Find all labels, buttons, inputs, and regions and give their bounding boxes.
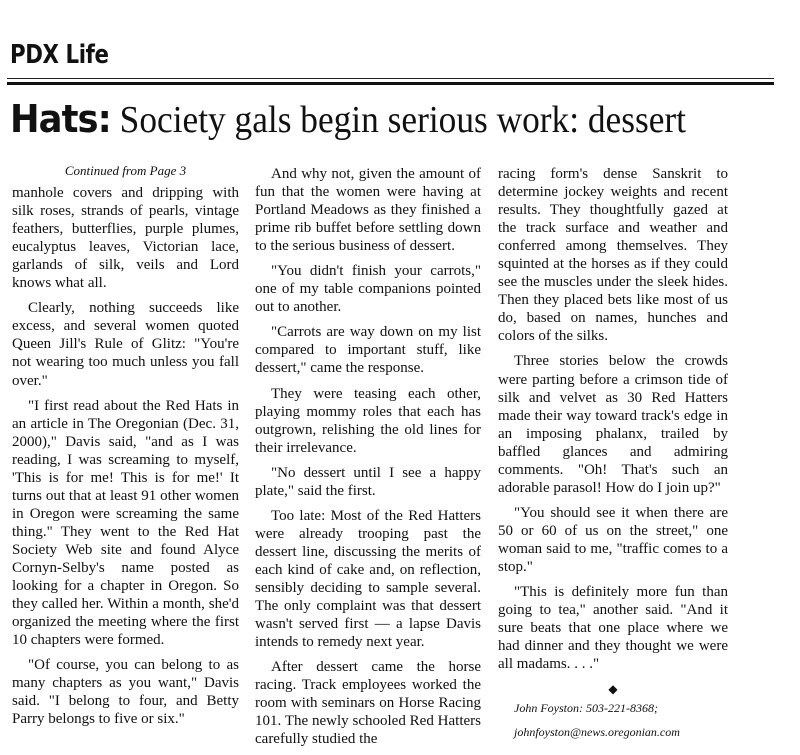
byline-contact: John Foyston: 503-221-8368; [514,701,658,716]
article-column-2 [255,165,481,755]
paragraph: "You didn't finish your carrots," one of my table companions pointed out to another. [255,263,481,316]
divider [7,78,774,79]
paragraph: "You should see it when there are 50 or 60 of us on the street," one woman said to me, "traffic comes to a stop." [498,504,728,575]
paragraph: After dessert came the horse racing. Track employees worked the room with seminars on Horse Racing 101. The newly schooled Red Hatters carefully studied the [255,659,481,748]
headline [10,96,686,143]
paragraph: "This is definitely more fun than going to tea," another said. "And it sure beats that one place where we had dinner and they thought we were all madams. . . ." [498,584,728,673]
section-title: PDX Life [10,40,109,70]
paragraph: Three stories below the crowds were parting before a crimson tide of silk and velvet as 30 Red Hatters made their way toward track's edge in an imposing phalanx, trailed by baffled glances and admiring comments. "Oh! That's such an adorable parasol! How do I join up?" [498,353,728,496]
paragraph: "I first read about the Red Hats in an article in The Oregonian (Dec. 31, 2000)," Davis said, "and as I was reading, I was screaming to myself, 'This is for me! This is for me!' It turns out that at least 91 other women in Oregon were screaming the same thing." They went to the Red Hat Society Web site and found Alyce Cornyn-Selby's name posted as looking for a chapter in Oregon. So they called her. Within a month, she'd organized the meeting where the first 10 chapters were formed. [12,397,239,649]
paragraph: Clearly, nothing succeeds like excess, and several women quoted Queen Jill's Rule of Glitz: "You're not wearing too much unless you fall over." [12,300,239,389]
article-column-3 [498,165,728,748]
paragraph: Too late: Most of the Red Hatters were already trooping past the dessert line, discussing the merits of each kind of cake and, on reflection, sensibly deciding to sample several. The only complaint was that dessert wasn't served first — a lapse Davis intends to remedy next year. [255,507,481,651]
continued-note: Continued from Page 3 [64,163,187,178]
divider [7,82,774,85]
paragraph: And why not, given the amount of fun that the women were having at Portland Meadows as they finished a prime rib buffet before settling down to the serious business of dessert. [255,166,481,255]
paragraph: "Of course, you can belong to as many chapters as you want," Davis said. "I belong to four, and Betty Parry belongs to five or six." [12,657,239,728]
article-column-1 [12,162,239,735]
end-mark-icon: ◆ [608,682,618,697]
paragraph: "Carrots are way down on my list compared to important stuff, like dessert," came the response. [255,324,481,377]
paragraph: racing form's dense Sanskrit to determine jockey weights and recent results. They thoughtfully gazed at the track surface and weather and conferred among themselves. They squinted at the horses as if they could see the muscles under the sleek hides. Then they placed bets like most of us do, based on names, hunches and colors of the silks. [498,166,728,345]
paragraph: manhole covers and dripping with silk roses, strands of pearls, vintage feathers, butterflies, purple plumes, eucalyptus leaves, Victorian lace, garlands of silk, veils and Lord knows what all. [12,185,239,292]
paragraph: "No dessert until I see a happy plate," said the first. [255,464,481,499]
byline-email[interactable]: johnfoyston@news.oregonian.com [514,725,680,740]
paragraph: They were teasing each other, playing mommy roles that each has outgrown, relishing the old lines for their irrelevance. [255,385,481,456]
headline-kicker: Hats: [10,97,111,141]
headline-title: Society gals begin serious work: dessert [119,99,687,141]
